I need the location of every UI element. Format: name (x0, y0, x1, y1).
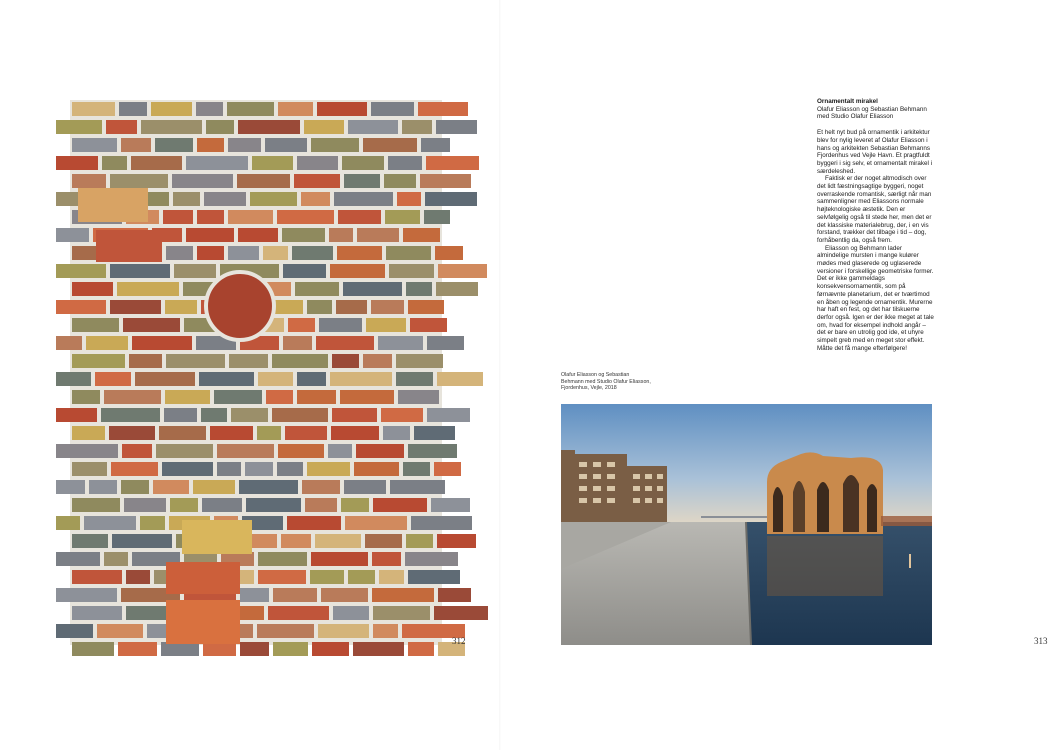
brick (311, 138, 359, 152)
brick (118, 642, 157, 656)
brick (424, 210, 450, 224)
brick (372, 552, 401, 566)
brick (329, 228, 353, 242)
brick (165, 390, 210, 404)
brick (56, 264, 106, 278)
brick (373, 624, 398, 638)
brick (414, 426, 455, 440)
brick (373, 606, 430, 620)
brick (283, 336, 312, 350)
brick (56, 624, 93, 638)
round-brick-disc (206, 272, 274, 340)
brick (72, 606, 122, 620)
brick (240, 588, 269, 602)
brick (206, 120, 234, 134)
brick (316, 336, 374, 350)
brick (438, 588, 471, 602)
brick (258, 570, 306, 584)
brick (386, 246, 431, 260)
brick (333, 606, 369, 620)
brick (396, 354, 443, 368)
brick (229, 354, 268, 368)
brick (135, 372, 195, 386)
article-title: Ornamentalt mirakel (817, 98, 878, 105)
brick (304, 120, 344, 134)
brick (162, 462, 213, 476)
brick (435, 246, 463, 260)
brick (237, 174, 290, 188)
brick (385, 210, 420, 224)
brick (307, 300, 332, 314)
brick (301, 192, 330, 206)
brick (420, 174, 471, 188)
brick (397, 192, 421, 206)
brick (265, 138, 307, 152)
brick (197, 138, 224, 152)
brick (155, 138, 193, 152)
brick (72, 354, 125, 368)
brick (344, 480, 386, 494)
brick (204, 192, 246, 206)
brick (186, 156, 248, 170)
brick (389, 264, 434, 278)
brick (140, 516, 165, 530)
brick (72, 498, 120, 512)
photo-caption: Olafur Eliasson og Sebastian Behmann med Studio Olafur Eliasson, Fjordenhus, Vejle, 2018 (561, 372, 651, 392)
brick (273, 588, 317, 602)
brick (337, 246, 382, 260)
brick (110, 174, 168, 188)
brick (193, 480, 235, 494)
brick (245, 462, 273, 476)
brick (288, 318, 315, 332)
brick (348, 120, 398, 134)
brick (106, 120, 137, 134)
brick-wall-photo (70, 100, 442, 645)
brick (418, 102, 468, 116)
brick (56, 336, 82, 350)
brick (431, 498, 470, 512)
brick (239, 480, 298, 494)
brick (84, 516, 136, 530)
brick (104, 390, 161, 404)
brick (408, 570, 460, 584)
brick (403, 228, 440, 242)
brick (408, 642, 434, 656)
brick (318, 624, 369, 638)
brick (110, 264, 170, 278)
brick (170, 498, 198, 512)
brick (408, 300, 444, 314)
brick (161, 642, 199, 656)
brick (72, 174, 106, 188)
brick (110, 300, 161, 314)
brick (297, 156, 338, 170)
brick (72, 390, 100, 404)
brick (173, 192, 200, 206)
brick (328, 444, 352, 458)
fjordenhus-photo (561, 404, 932, 645)
brick (305, 498, 337, 512)
brick (231, 408, 268, 422)
brick (426, 156, 479, 170)
brick (228, 246, 259, 260)
brick (388, 156, 422, 170)
brick (156, 444, 213, 458)
brick (402, 120, 432, 134)
brick (378, 336, 423, 350)
brick (278, 444, 324, 458)
brick (96, 230, 162, 262)
brick (365, 534, 402, 548)
brick (201, 408, 227, 422)
brick (186, 228, 234, 242)
brick (56, 588, 117, 602)
article-column (817, 98, 935, 353)
brick (282, 228, 325, 242)
brick (121, 480, 149, 494)
brick (373, 498, 427, 512)
brick (228, 210, 273, 224)
brick (332, 354, 359, 368)
brick (166, 246, 193, 260)
brick (425, 192, 477, 206)
brick (121, 138, 151, 152)
brick (379, 570, 404, 584)
brick (363, 354, 392, 368)
brick (56, 120, 102, 134)
brick (272, 354, 328, 368)
brick (112, 534, 172, 548)
brick (334, 192, 393, 206)
brick (363, 138, 417, 152)
brick (297, 372, 326, 386)
brick (124, 498, 166, 512)
brick (56, 444, 118, 458)
brick (353, 642, 404, 656)
brick (331, 426, 379, 440)
brick (199, 372, 254, 386)
brick (281, 534, 311, 548)
brick (56, 228, 89, 242)
brick (406, 282, 432, 296)
brick (182, 520, 252, 554)
brick (166, 562, 240, 594)
brick (338, 210, 381, 224)
brick (72, 426, 105, 440)
brick (153, 480, 189, 494)
brick (56, 372, 91, 386)
brick (86, 336, 128, 350)
brick (126, 570, 150, 584)
brick (72, 138, 117, 152)
brick (277, 462, 303, 476)
brick (436, 120, 477, 134)
brick (307, 462, 350, 476)
brick (330, 264, 385, 278)
brick (203, 642, 236, 656)
brick (119, 102, 147, 116)
brick (434, 462, 461, 476)
brick (341, 498, 369, 512)
brick (164, 408, 197, 422)
brick (109, 426, 155, 440)
brick (95, 372, 131, 386)
brick (372, 588, 434, 602)
brick (102, 156, 127, 170)
brick (210, 426, 253, 440)
brick (319, 318, 362, 332)
brick (434, 606, 488, 620)
brick (101, 408, 160, 422)
brick (257, 426, 281, 440)
brick (292, 246, 333, 260)
brick (390, 480, 445, 494)
brick (336, 300, 367, 314)
brick (285, 426, 327, 440)
page-number-right: 313 (1034, 636, 1048, 646)
brick (202, 498, 242, 512)
brick (348, 570, 375, 584)
brick (384, 174, 416, 188)
brick (263, 246, 288, 260)
left-page (0, 0, 500, 750)
page-number-left: 312 (452, 636, 466, 646)
brick (72, 462, 107, 476)
brick (294, 174, 340, 188)
brick (310, 570, 344, 584)
brick (273, 642, 308, 656)
brick (345, 516, 407, 530)
brick (381, 408, 423, 422)
brick (246, 498, 301, 512)
brick (297, 390, 336, 404)
brick (151, 102, 192, 116)
brick (240, 642, 269, 656)
brick (104, 552, 128, 566)
brick (117, 282, 179, 296)
brick (410, 318, 447, 332)
brick (217, 462, 241, 476)
brick (287, 516, 341, 530)
brick (217, 444, 274, 458)
brick (342, 156, 384, 170)
brick (356, 444, 404, 458)
brick (266, 390, 293, 404)
brick (258, 552, 307, 566)
brick (72, 102, 115, 116)
brick (332, 408, 377, 422)
brick (165, 300, 197, 314)
brick (277, 210, 334, 224)
brick (343, 282, 402, 296)
brick (427, 408, 470, 422)
brick (371, 102, 414, 116)
brick (129, 354, 162, 368)
brick (344, 174, 380, 188)
brick (403, 462, 430, 476)
brick (111, 462, 158, 476)
brick (436, 282, 478, 296)
brick (89, 480, 117, 494)
brick (272, 408, 328, 422)
brick (228, 138, 261, 152)
brick (172, 174, 233, 188)
brick (72, 534, 108, 548)
brick (315, 534, 361, 548)
brick (354, 462, 399, 476)
brick (197, 210, 224, 224)
brick (258, 372, 293, 386)
brick (405, 552, 458, 566)
brick (141, 120, 202, 134)
brick (421, 138, 450, 152)
brick (163, 210, 193, 224)
brick (302, 480, 340, 494)
brick-pattern-photo-icon (70, 100, 442, 645)
brick (252, 156, 293, 170)
brick (238, 120, 300, 134)
brick (123, 318, 180, 332)
brick (166, 354, 225, 368)
brick (383, 426, 410, 440)
brick (283, 264, 326, 278)
brick (56, 480, 85, 494)
brick (196, 102, 223, 116)
brick (268, 606, 329, 620)
brick (438, 264, 487, 278)
article-paragraph-3: Eliasson og Behmann lader almindelige mursten i mange kulører mødes med glaserede og uglaserede versioner i forskellige geometriske former. Det er ikke gammeldags konsekvensornamentik, som på førnævnte planetarium, det er tværtimod en åben og legende ornamentik. Murerne har haft en fest, og det har tilskuerne derfor også. Igen er der ikke meget at tale om, hvad for eksempel indhold angår – det er bare en utrolig god ide, et uhyre simpelt greb med en meget stor effekt. Måtte det få mange efterfølgere! (817, 244, 934, 352)
brick (56, 300, 106, 314)
brick (132, 336, 192, 350)
brick (166, 600, 240, 644)
brick (56, 552, 100, 566)
brick (411, 516, 472, 530)
brick (398, 390, 439, 404)
brick (97, 624, 143, 638)
brick (257, 624, 314, 638)
brick (321, 588, 368, 602)
brick (366, 318, 406, 332)
harbour-photo-icon (561, 404, 932, 645)
brick (238, 228, 278, 242)
brick (56, 516, 80, 530)
brick (396, 372, 433, 386)
article-paragraph-1: Et helt nyt bud på ornamentik i arkitektur blev for nylig leveret af Olafur Eliasson i hans og arkitekten Sebastian Behmanns Fjordenhus ved Vejle Havn. Et pragtfuldt byggeri i sig selv, et ornamentalt mirakel i særdeleshed. (817, 129, 933, 175)
brick (312, 642, 349, 656)
brick (197, 246, 224, 260)
brick (72, 642, 114, 656)
brick (78, 188, 148, 222)
brick (72, 570, 122, 584)
brick (437, 534, 476, 548)
brick (311, 552, 368, 566)
brick (227, 102, 274, 116)
brick (131, 156, 182, 170)
brick (56, 408, 97, 422)
brick (317, 102, 367, 116)
brick (330, 372, 392, 386)
brick (250, 192, 297, 206)
brick (174, 264, 216, 278)
brick (56, 156, 98, 170)
brick (159, 426, 206, 440)
brick (340, 390, 394, 404)
brick (406, 534, 433, 548)
brick (72, 282, 113, 296)
brick (371, 300, 404, 314)
brick (278, 102, 313, 116)
article-paragraph-2: Faktisk er der noget altmodisch over det lidt fæstningsagtige byggeri, noget overraskende romantisk, særligt når man sammenligner med Eliassons normale højteknologiske æstetik. Den er selvfølgelig også til stede her, men det er det klassiske materialebrug, der, i en vis forstand, trækker det tilbage i tid – dog, forhåbentlig da, også frem. (817, 175, 932, 244)
brick (427, 336, 464, 350)
brick (214, 390, 262, 404)
brick (122, 444, 152, 458)
article-credit: Olafur Eliasson og Sebastian Behmann med Studio Olafur Eliasson (817, 105, 927, 121)
brick (72, 318, 119, 332)
brick (437, 372, 483, 386)
brick (295, 282, 339, 296)
brick (357, 228, 399, 242)
brick (408, 444, 457, 458)
